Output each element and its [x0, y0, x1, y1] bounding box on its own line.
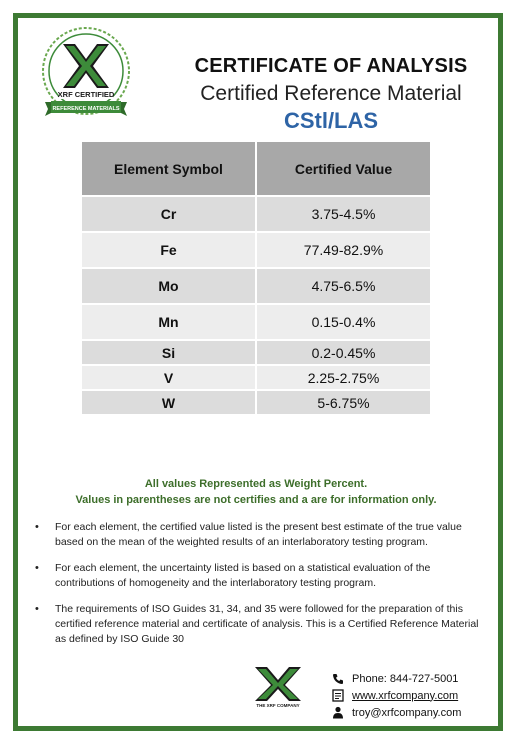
certificate-title: CERTIFICATE OF ANALYSIS: [194, 55, 468, 77]
table-header-row: [82, 142, 430, 196]
certified-value: 5-6.75%: [256, 390, 430, 414]
xrf-x-icon: [252, 665, 304, 709]
list-item: • The requirements of ISO Guides 31, 34, and 35 were followed for the preparation of this certified reference material and certificate of analysis. This is a Certified Reference Material as defined by ISO Guide 30: [30, 602, 480, 647]
table-row: [82, 390, 430, 414]
material-code: CStl/LAS: [283, 108, 379, 133]
phone-icon: [330, 672, 346, 686]
person-icon: [330, 706, 346, 720]
company-logo-text: THE XRF COMPANY: [256, 703, 300, 708]
certificate-subtitle: Certified Reference Material: [200, 82, 462, 105]
element-symbol: Mn: [82, 304, 256, 340]
xrf-certified-logo: [33, 26, 139, 124]
column-header-certified-value: Certified Value: [256, 142, 430, 196]
email-row: [330, 704, 461, 721]
website-link[interactable]: www.xrfcompany.com: [352, 689, 459, 702]
table-row: [82, 365, 430, 390]
contact-info: [330, 670, 461, 721]
list-item: • For each element, the certified value listed is the present best estimate of the true value based on the mean of the weighted results of an interlaboratory testing program.: [30, 520, 480, 550]
table-row: [82, 232, 430, 268]
xrf-certified-badge-icon: [33, 26, 139, 124]
element-symbol: Fe: [82, 232, 256, 268]
element-symbol: W: [82, 390, 256, 414]
element-symbol: Mo: [82, 268, 256, 304]
website-row: [330, 687, 461, 704]
phone-row: [330, 670, 461, 687]
certified-value: 3.75-4.5%: [256, 196, 430, 232]
weight-percent-note: All values Represented as Weight Percent.: [144, 478, 368, 490]
certified-value: 4.75-6.5%: [256, 268, 430, 304]
element-symbol: V: [82, 365, 256, 390]
table-row: [82, 268, 430, 304]
certified-value: 2.25-2.75%: [256, 365, 430, 390]
email-address[interactable]: troy@xrfcompany.com: [352, 706, 462, 719]
table-row: [82, 196, 430, 232]
xrf-company-logo: [252, 665, 304, 709]
phone-number: Phone: 844-727-5001: [352, 672, 459, 685]
certification-bullet-list: [30, 520, 480, 658]
list-item: • For each element, the uncertainty listed is based on a statistical evaluation of the contributions of homogeneity and the interlaboratory testing program.: [30, 561, 480, 591]
table-row: [82, 304, 430, 340]
certified-value: 0.15-0.4%: [256, 304, 430, 340]
parentheses-note: Values in parentheses are not certifies and a are for information only.: [75, 494, 437, 506]
certified-values-table: [82, 142, 430, 414]
element-symbol: Cr: [82, 196, 256, 232]
website-icon: [330, 689, 346, 703]
element-symbol: Si: [82, 340, 256, 365]
certified-value: 77.49-82.9%: [256, 232, 430, 268]
column-header-element-symbol: Element Symbol: [82, 142, 256, 196]
table-row: [82, 340, 430, 365]
certified-value: 0.2-0.45%: [256, 340, 430, 365]
badge-text: XRF CERTIFIED: [57, 90, 115, 99]
ribbon-text: REFERENCE MATERIALS: [52, 106, 120, 112]
